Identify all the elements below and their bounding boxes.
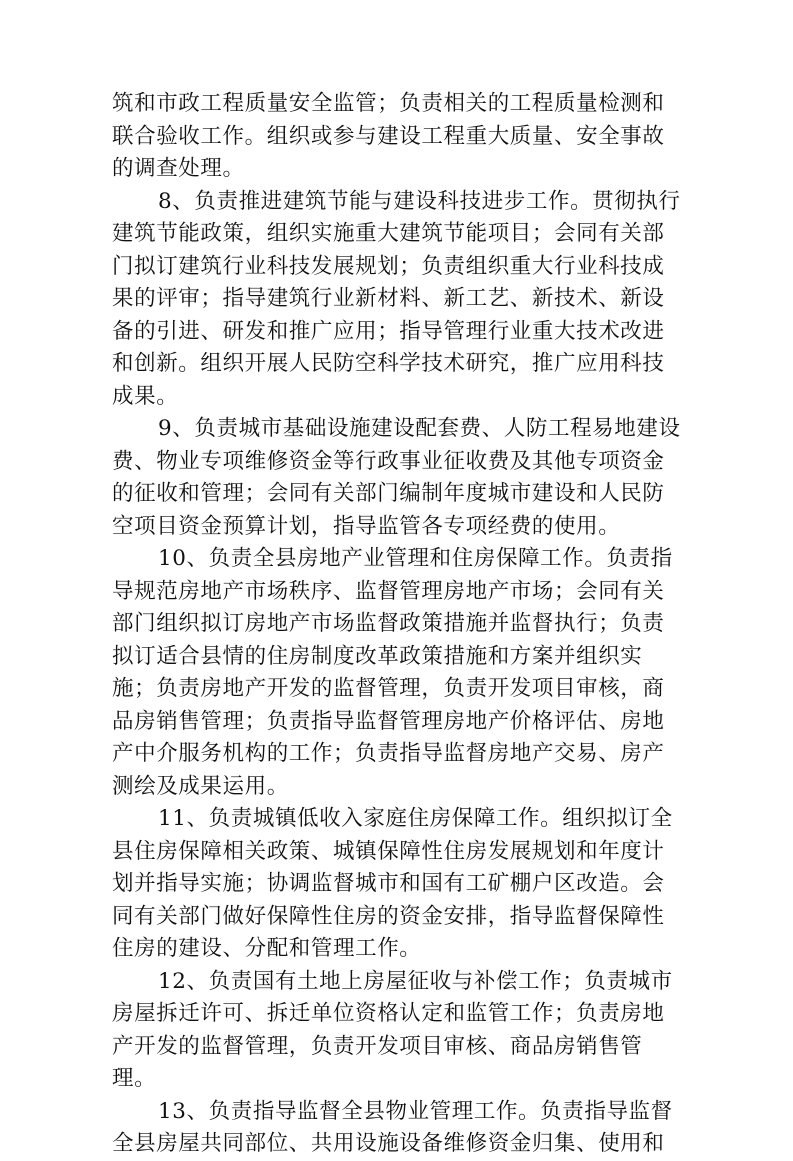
text-line: 品房销售管理；负责指导监督管理房地产价格评估、房地 [112, 708, 665, 734]
text-line: 施；负责房地产开发的监督管理，负责开发项目审核，商 [112, 676, 665, 701]
text-line: 建筑节能政策，组织实施重大建筑节能项目；会同有关部 [112, 221, 665, 246]
paragraph-first-line: 9、负责城市基础设施建设配套费、人防工程易地建设 [158, 416, 681, 441]
paragraph-first-line: 8、负责推进建筑节能与建设科技进步工作。贯彻执行 [158, 188, 681, 214]
text-line: 房屋拆迁许可、拆迁单位资格认定和监管工作；负责房地 [112, 1001, 665, 1026]
text-line: 联合验收工作。组织或参与建设工程重大质量、安全事故 [112, 123, 665, 149]
text-line: 成果。 [112, 383, 179, 409]
text-line: 县住房保障相关政策、城镇保障性住房发展规划和年度计 [112, 838, 665, 864]
text-line: 住房的建设、分配和管理工作。 [112, 936, 422, 961]
text-line: 和创新。组织开展人民防空科学技术研究，推广应用科技 [112, 351, 665, 376]
text-line: 果的评审；指导建筑行业新材料、新工艺、新技术、新设 [112, 286, 665, 311]
text-line: 理。 [112, 1066, 157, 1091]
paragraph-first-line: 10、负责全县房地产业管理和住房保障工作。负责指 [158, 546, 673, 571]
text-line: 全县房屋共同部位、共用设施设备维修资金归集、使用和 [112, 1131, 665, 1156]
text-line: 门拟订建筑行业科技发展规划；负责组织重大行业科技成 [112, 253, 665, 279]
text-line: 筑和市政工程质量安全监管；负责相关的工程质量检测和 [112, 91, 665, 116]
text-line: 导规范房地产市场秩序、监督管理房地产市场；会同有关 [112, 578, 665, 604]
text-line: 同有关部门做好保障性住房的资金安排，指导监督保障性 [112, 903, 665, 929]
paragraph-first-line: 12、负责国有土地上房屋征收与补偿工作；负责城市 [158, 968, 673, 994]
text-line: 产开发的监督管理，负责开发项目审核、商品房销售管 [112, 1033, 643, 1059]
text-line: 备的引进、研发和推广应用；指导管理行业重大技术改进 [112, 318, 665, 344]
text-line: 费、物业专项维修资金等行政事业征收费及其他专项资金 [112, 448, 665, 474]
paragraph-first-line: 13、负责指导监督全县物业管理工作。负责指导监督 [158, 1098, 673, 1124]
document-body [112, 88, 684, 1161]
text-line: 测绘及成果运用。 [112, 773, 289, 799]
text-line: 的征收和管理；会同有关部门编制年度城市建设和人民防 [112, 481, 665, 506]
paragraph-first-line: 11、负责城镇低收入家庭住房保障工作。组织拟订全 [158, 806, 673, 831]
text-line: 产中介服务机构的工作；负责指导监督房地产交易、房产 [112, 741, 665, 766]
text-line: 空项目资金预算计划，指导监管各专项经费的使用。 [112, 513, 621, 539]
text-line: 拟订适合县情的住房制度改革政策措施和方案并组织实 [112, 643, 643, 669]
text-line: 部门组织拟订房地产市场监督政策措施并监督执行；负责 [112, 611, 665, 636]
text-line: 划并指导实施；协调监督城市和国有工矿棚户区改造。会 [112, 871, 665, 896]
text-line: 的调查处理。 [112, 156, 245, 181]
